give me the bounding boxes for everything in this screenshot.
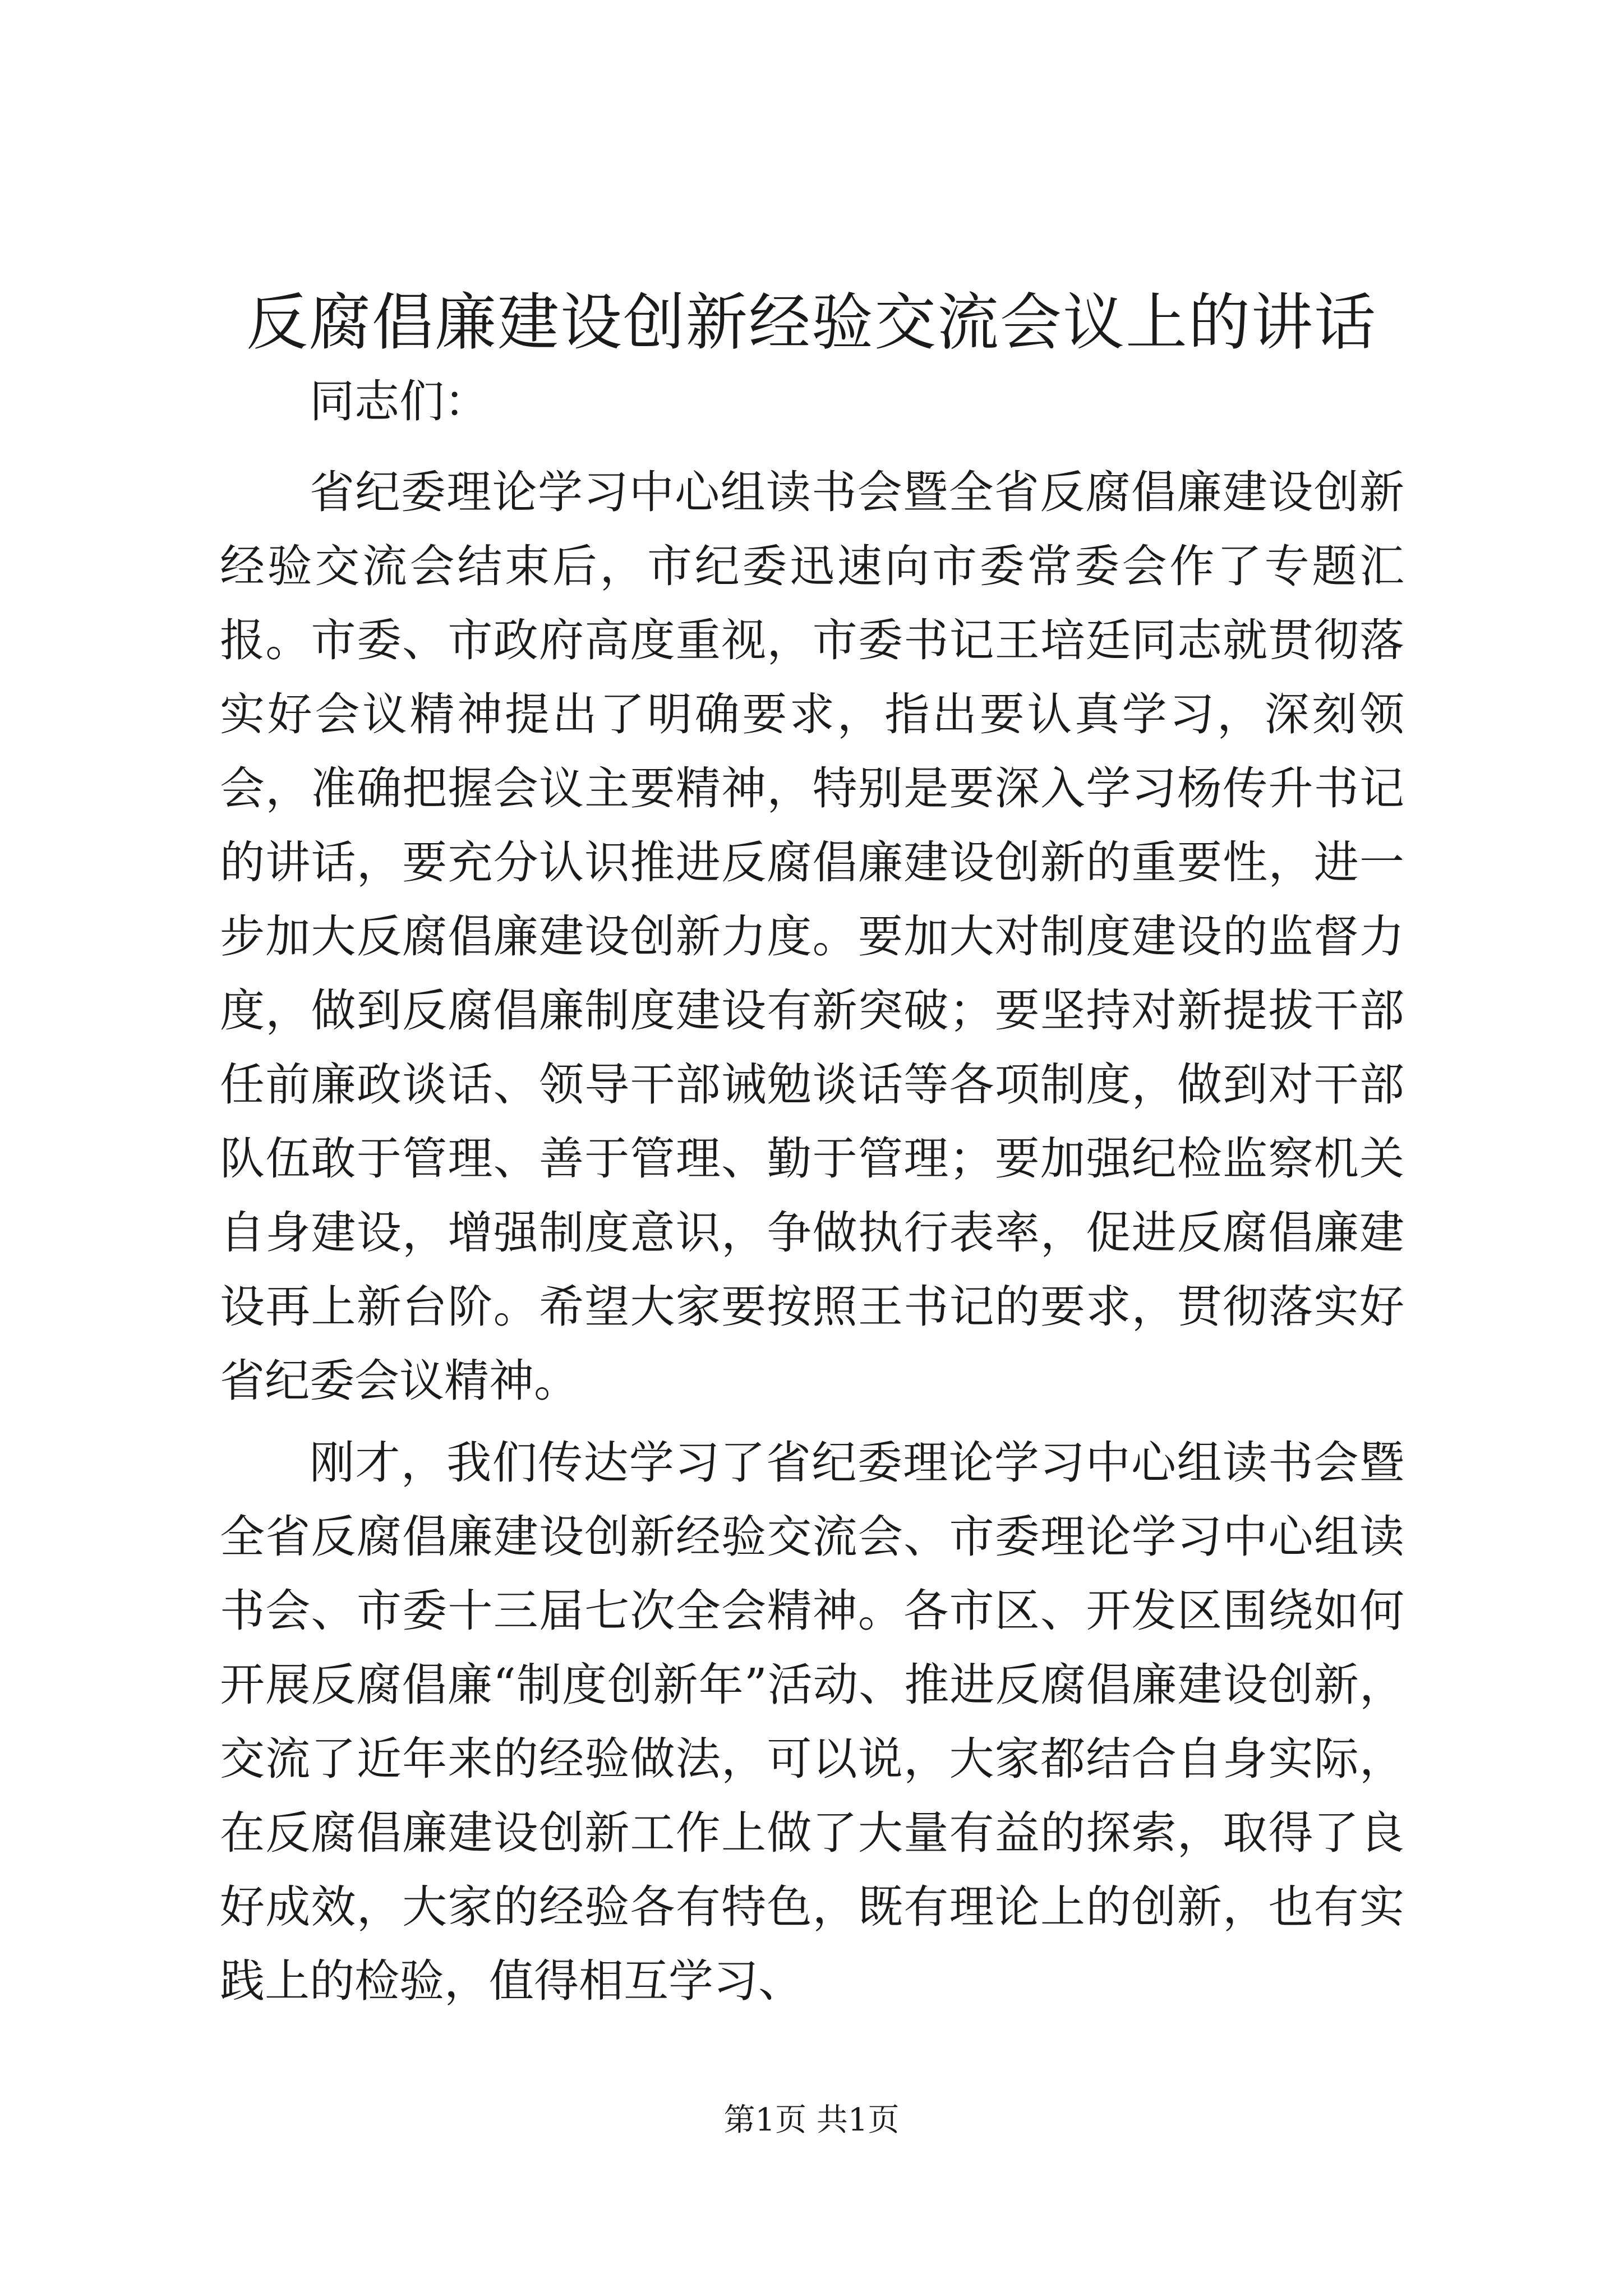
body-paragraph-2: 刚才，我们传达学习了省纪委理论学习中心组读书会暨全省反腐倡廉建设创新经验交流会、市委理论学习中心组读书会、市委十三届七次全会精神。各市区、开发区围绕如何开展反腐倡廉“制度创新年”活动、推进反腐倡廉建设创新，交流了近年来的经验做法，可以说，大家都结合自身实际，在反腐倡廉建设创新工作上做了大量有益的探索，取得了良好成效，大家的经验各有特色，既有理论上的创新，也有实践上的检验，值得相互学习、 xyxy=(220,1437,1404,2007)
document-title: 反腐倡廉建设创新经验交流会议上的讲话 xyxy=(246,287,1377,358)
salutation: 同志们： xyxy=(310,375,489,427)
body-paragraph-1: 省纪委理论学习中心组读书会暨全省反腐倡廉建设创新经验交流会结束后，市纪委迅速向市委常委会作了专题汇报。市委、市政府高度重视，市委书记王培廷同志就贯彻落实好会议精神提出了明确要求，指出要认真学习，深刻领会，准确把握会议主要精神，特别是要深入学习杨传升书记的讲话，要充分认识推进反腐倡廉建设创新的重要性，进一步加大反腐倡廉建设创新力度。要加大对制度建设的监督力度，做到反腐倡廉制度建设有新突破；要坚持对新提拔干部任前廉政谈话、领导干部诫勉谈话等各项制度，做到对干部队伍敢于管理、善于管理、勤于管理；要加强纪检监察机关自身建设，增强制度意识，争做执行表率，促进反腐倡廉建设再上新台阶。希望大家要按照王书记的要求，贯彻落实好省纪委会议精神。 xyxy=(220,466,1404,1407)
page-number-footer: 第1页 共1页 xyxy=(723,2102,900,2138)
